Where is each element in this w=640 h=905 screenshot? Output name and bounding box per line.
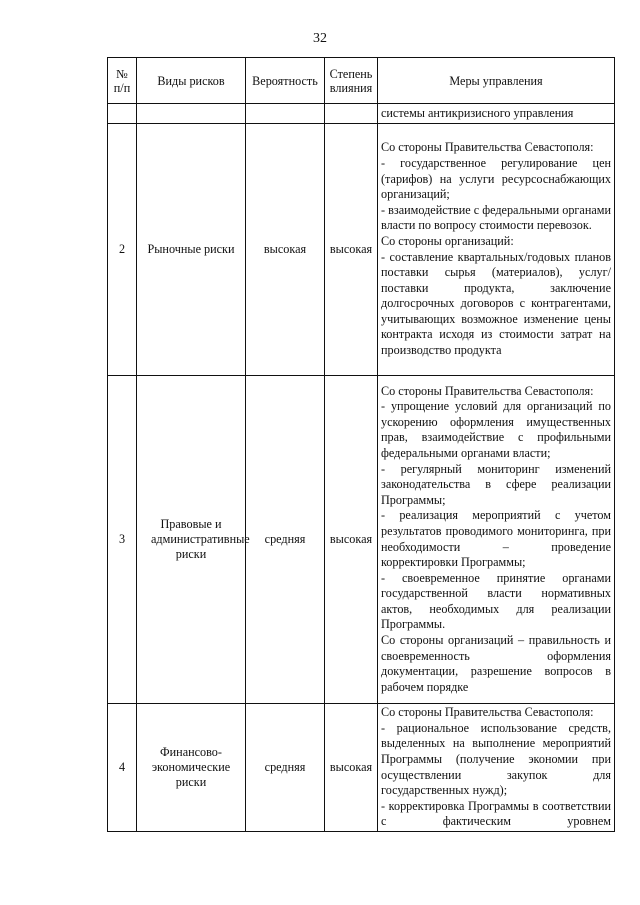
table-row	[108, 124, 615, 376]
measure-item: - своевременное принятие органами государственной власти нормативных актов, необходимых для реализации Программы.	[381, 570, 611, 632]
row-measures	[378, 124, 615, 376]
table-row	[108, 376, 615, 704]
measure-item: - рациональное использование средств, выделенных на выполнение мероприятий Программы (получение экономии при осуществлении закупок для государственных нужд);	[381, 720, 611, 798]
header-measures: Меры управления	[378, 58, 615, 104]
row-risk-type: Рыночные риски	[137, 124, 246, 376]
empty-cell	[246, 104, 325, 124]
row-num: 2	[108, 124, 137, 376]
measure-item: Со стороны организаций:	[381, 233, 514, 248]
row-probability: средняя	[246, 376, 325, 704]
row-probability: высокая	[246, 124, 325, 376]
measure-item: Со стороны Правительства Севастополя:	[381, 383, 594, 398]
row-impact: высокая	[325, 704, 378, 832]
measure-item: Со стороны Правительства Севастополя:	[381, 140, 594, 155]
measure-item: - реализация мероприятий с учетом результатов проводимого мониторинга, при необходимости – проведение корректировки Программы;	[381, 508, 611, 570]
measure-item: - составление квартальных/годовых планов поставки сырья (материалов), услуг/поставки продукта, заключение долгосрочных договоров с контрагентами, учитывающих возможное изменение цены контракта исходя из стоимости затрат на производство продукта	[381, 249, 611, 358]
table-header-row	[108, 58, 615, 104]
empty-cell	[137, 104, 246, 124]
header-risk-type: Виды рисков	[137, 58, 246, 104]
continuation-text: системы антикризисного управления	[378, 104, 615, 124]
row-num: 4	[108, 704, 137, 832]
row-impact: высокая	[325, 124, 378, 376]
row-measures	[378, 704, 615, 832]
measure-item: Со стороны Правительства Севастополя:	[381, 705, 594, 720]
continuation-row	[108, 104, 615, 124]
measure-item: - регулярный мониторинг изменений законодательства в сфере реализации Программы;	[381, 461, 611, 507]
table-row	[108, 704, 615, 832]
measure-item: Со стороны организаций – правильность и своевременность оформления документации, разрешение вопросов в рабочем порядке	[381, 633, 611, 694]
empty-cell	[325, 104, 378, 124]
row-risk-type: Правовые и административные риски	[137, 376, 246, 704]
row-num: 3	[108, 376, 137, 704]
measure-item: - упрощение условий для организаций по ускорению оформления имущественных прав, взаимодействие с профильными федеральными органами власти;	[381, 399, 611, 460]
measure-item: - корректировка Программы в соответствии с фактическим уровнем	[381, 798, 611, 829]
measure-item: - государственное регулирование цен (тарифов) на услуги ресурсоснабжающих организаций;	[381, 155, 611, 202]
page-number: 32	[313, 31, 327, 46]
row-measures	[378, 376, 615, 704]
header-impact: Степень влияния	[325, 58, 378, 104]
risk-management-table	[107, 57, 615, 832]
row-probability: средняя	[246, 704, 325, 832]
header-num: № п/п	[108, 58, 137, 104]
row-risk-type: Финансово-экономические риски	[137, 704, 246, 832]
row-impact: высокая	[325, 376, 378, 704]
header-probability: Вероятность	[246, 58, 325, 104]
empty-cell	[108, 104, 137, 124]
measure-item: - взаимодействие с федеральными органами власти по вопросу стоимости перевозок.	[381, 202, 611, 233]
